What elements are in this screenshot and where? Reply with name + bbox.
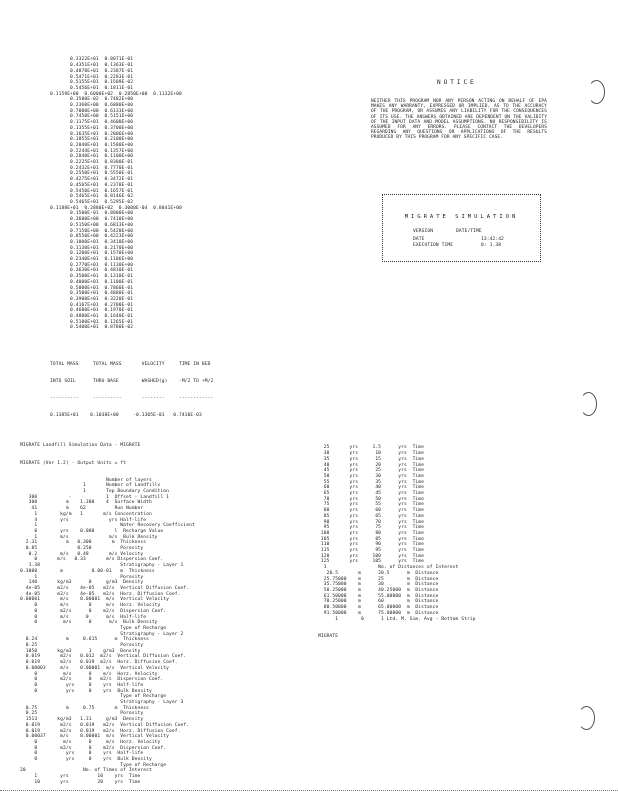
top-left-table-row: 0.7150E+00 0.5420E+00	[50, 228, 134, 234]
bottom-right-table-row: 80 yrs 60 yrs Time	[318, 508, 425, 514]
top-left-table-row: 0.3500E+01 0.4880E-01	[50, 291, 134, 297]
bottom-right-table-row: 61.50000 m 55.00000 m Distance	[318, 593, 439, 599]
bottom-left-table-rows	[20, 478, 195, 786]
bottom-left-table-row: Type of Recharge	[20, 762, 167, 768]
bottom-left-header-2: MIGRATE (Ver 1.2) - Output Units = ft	[20, 460, 127, 466]
bottom-left-table-row: 4e-05 m2/s 4e-05 m2/s Vertical Diffusion Coef.	[20, 585, 190, 591]
bottom-right-table	[318, 434, 476, 645]
bottom-left-table-row: 0.00003 m/s 0.00001 m/s Vertical Velocity	[20, 665, 170, 671]
bottom-right-table-row: 50.25000 m 40.25000 m Distance	[318, 587, 439, 593]
notice-text: NEITHER THIS PROGRAM NOR ANY PERSON ACTING ON BEHALF OF EPA MAKES ANY WARRANTY, EXPRESSED OR IMPLIED, AS TO THE ACCURACY OF THE PROGRAM, OR ASSUMES ANY LIABILITY FOR THE CONSEQUENCES OF ITS USE. THE ANSWERS OBTAINED ARE DEPENDENT ON THE VALIDITY OF THE INPUT DATA AND MODEL ASSUMPTIONS. NO RESPONSIBILITY IS ASSUMED FOR ANY ERRORS. PLEASE CONTACT THE DEVELOPERS REGARDING ANY QUESTIONS OR APPLICATIONS OF THE RESULTS PRODUCED BY THIS PROGRAM FOR ANY SPECIFIC CASE.	[371, 99, 547, 141]
top-left-footer-divider: ---------- ---------- -------- ------------	[50, 396, 214, 402]
bottom-right-table-row: 120 yrs 100 yrs Time	[318, 553, 425, 559]
bottom-left-table-row: 0 m/s 0.33 m/s Dispersion Coef.	[20, 557, 164, 563]
top-left-table-row: 0.4275E+01 0.3472E-01	[50, 177, 134, 183]
top-left-table-row: 0.3630E+01 0.4810E-01	[50, 268, 134, 274]
bottom-left-table-row: 1050 kg/m3 1 g/m3 Density	[20, 648, 141, 654]
bottom-left-table-row: 0.2 m/s 0.48 m/s Velocity	[20, 551, 144, 557]
bottom-right-table-row: 115 yrs 95 yrs Time	[318, 548, 425, 554]
top-left-table-row: 0.2225E+01 0.8380E-01	[50, 160, 134, 166]
bottom-left-table-row: 10 yrs 20 yrs Time	[20, 779, 141, 785]
top-left-table-row: 0.3600E+00 0.7410E+00	[50, 217, 134, 223]
bottom-right-table-row: 70 yrs 50 yrs Time	[318, 496, 425, 502]
bottom-left-table-row: 0.00001 m/s 0.00001 m/s Vertical Velocity	[20, 597, 170, 603]
bottom-left-table-row: Type of Recharge	[20, 625, 167, 631]
bottom-left-table-row: 1 Top Boundary Condition	[20, 489, 170, 495]
top-left-table-row: 0.1130E+01 0.2170E+00	[50, 245, 134, 251]
bottom-left-table-row: 0 m/s 0 m/s Horz. Velocity	[20, 603, 161, 609]
bottom-left-table-row: 1 yrs 10 yrs Time	[20, 774, 141, 780]
top-left-table-row: 0.1000E+01 0.3410E+00	[50, 239, 134, 245]
top-left-footer-values: 0.1385E+01 0.1038E+00 -0.1305E-01 0.7410E-03	[50, 413, 202, 419]
top-left-table-rows	[50, 57, 213, 331]
bottom-left-table-row: 0 m/s 0 m/s Horz. Velocity	[20, 739, 161, 745]
top-left-table-row: 0.1635E+01 0.2806E+00	[50, 131, 134, 137]
bottom-right-footer: MIGRATE	[318, 633, 339, 639]
top-left-table-row: 0.7000E+00 0.6133E+00	[50, 108, 134, 114]
bottom-right-table-row: 30 yrs 10 yrs Time	[318, 451, 425, 457]
bottom-left-table-row: 0 m/s 0 m/s Horz. Velocity	[20, 671, 158, 677]
bottom-right-table-row: 80.50000 m 65.00000 m Distance	[318, 605, 439, 611]
bottom-left-table-row: 0.3000 m 0.00-01 m Thickness	[20, 568, 155, 574]
simulation-date-label: DATE	[413, 237, 425, 242]
bottom-left-table-row: 0.85 0.250 Porosity	[20, 546, 144, 552]
bottom-right-table-row: 1 No. of Distances of Interest	[318, 565, 459, 571]
bottom-left-table-row: 2.31 m 0.300 m Thickness	[20, 540, 147, 546]
bottom-right-table-row: 45 yrs 25 yrs Time	[318, 468, 425, 474]
bottom-left-table-row: 0 m2/s 0 m2/s Dispersion Coef.	[20, 745, 167, 751]
bottom-left-table-row: 1513 kg/m3 1.31 g/m3 Density	[20, 717, 144, 723]
top-left-table-row: 0.5450E+01 0.1657E-01	[50, 188, 134, 194]
top-left-table-row: 0.5400E+01 0.8780E-02	[50, 325, 134, 331]
bottom-right-table-row: 110 yrs 90 yrs Time	[318, 542, 425, 548]
simulation-time-label: EXECUTION TIME	[413, 243, 454, 248]
top-left-table-row: 0.3322E+01 0.8071E-01	[50, 57, 134, 63]
bottom-left-table-row: 0 m2/s 0 m2/s Dispersion Coef.	[20, 677, 164, 683]
bottom-left-table-row: Type of Recharge	[20, 694, 167, 700]
top-left-table-row: 0.5471E+01 0.2283E-01	[50, 74, 134, 80]
top-left-table-row: 0.5465E+01 0.5295E-02	[50, 199, 134, 205]
binder-hole-bottom	[578, 706, 595, 730]
top-left-table-row: 0.5155E+01 0.1509E-02	[50, 80, 134, 86]
top-left-table-row: 0.7450E+00 0.5151E+00	[50, 114, 134, 120]
top-left-table	[50, 46, 213, 425]
top-left-table-row: 0.4167E+01 0.2700E-01	[50, 302, 134, 308]
bottom-left-table-row: 0 m/s 0 m/s Bulk Density	[20, 620, 158, 626]
top-left-table-row: 0.3900E+01 0.3220E-01	[50, 296, 134, 302]
bottom-left-table-row: 20 No. of Times of Interest	[20, 768, 152, 774]
bottom-right-table-row: 35 yrs 15 yrs Time	[318, 456, 425, 462]
bottom-right-table-row: 50 yrs 30 yrs Time	[318, 473, 425, 479]
bottom-left-table-row: 41 m 62 Run Number	[20, 506, 144, 512]
bottom-right-table-row: 60 yrs 40 yrs Time	[318, 485, 425, 491]
bottom-left-table-row: 300 - 1 Offset - Landfill 1	[20, 494, 170, 500]
binder-hole-middle	[580, 392, 597, 416]
bottom-left-table-row: 0.24 m 0.615 m Thickness	[20, 637, 149, 643]
top-left-table-row: 0.2432E+01 0.7770E-01	[50, 165, 134, 171]
bottom-left-table-row: 0 yrs 0 yrs Half-life	[20, 751, 144, 757]
top-left-table-row: 0.1200E+01 0.1570E+00	[50, 251, 134, 257]
bottom-left-table-row: 140 kg/m3 0 g/m3 Density	[20, 580, 144, 586]
bottom-right-table-row: 40 yrs 20 yrs Time	[318, 462, 425, 468]
bottom-left-table-row: 4 yrs yrs Half-life	[20, 517, 147, 523]
top-left-table-row: 0.4878E+01 0.2387E-01	[50, 68, 134, 74]
top-left-table-row: 0.2340E+01 0.1186E+00	[50, 257, 134, 263]
top-left-table-row: 0.2550E+01 0.5550E-01	[50, 171, 134, 177]
bottom-right-table-row: 25 yrs 1.5 yrs Time	[318, 445, 425, 451]
bottom-left-table-row: 0 yrs 0 yrs Half-life	[20, 682, 144, 688]
top-left-table-row: 0.1500E-02 0.7482E+00	[50, 97, 134, 103]
bottom-right-table-row: 100 yrs 80 yrs Time	[318, 530, 425, 536]
bottom-left-table-row: 0.75 m 0.75 m Thickness	[20, 705, 149, 711]
binder-hole-top	[588, 80, 605, 104]
bottom-right-table-row: 85 yrs 65 yrs Time	[318, 513, 425, 519]
bottom-right-table-row: 125 yrs 105 yrs Time	[318, 559, 425, 565]
bottom-left-table-row: 0.019 m2/s 0.019 m2/s Horz. Diffusion Coef.	[20, 728, 181, 734]
top-left-table-row: 0.3500E+01 0.1310E-01	[50, 274, 134, 280]
top-left-table-row: 0.1500E-01 0.8800E+00	[50, 211, 134, 217]
bottom-left-table-row: 1 Water Recovery Coefficient	[20, 523, 195, 529]
top-left-table-row: 0.5150E+00 0.6813E+00	[50, 222, 134, 228]
bottom-left-table-row: 4e-05 m2/s 4e-05 m2/s Horz. Diffusion Coef.	[20, 591, 181, 597]
top-left-table-row: 0.4565E+01 0.2370E-01	[50, 182, 134, 188]
bottom-left-table-row: 0.019 m2/s 0.019 m2/s Vertical Diffusion Coef.	[20, 722, 190, 728]
top-left-table-row: 0.1175E+01 0.4600E+00	[50, 120, 134, 126]
top-left-table-row: 0.5000E+01 0.7860E-01	[50, 285, 134, 291]
bottom-left-table-row: Number of layers	[20, 477, 152, 483]
bottom-left-table-row: 0.019 m2/s 0.019 m2/s Horz. Diffusion Coef.	[20, 660, 178, 666]
bottom-left-table-row: 0 yrs 0 yrs Bulk Density	[20, 688, 152, 694]
bottom-left-table-row: 300 m 1.300 4 Surface Width	[20, 500, 152, 506]
top-left-table-row: 0.1188E+01 0.2880E+02 0.3000E-04 0.8841E+00	[50, 205, 182, 211]
bottom-right-table-rows	[318, 445, 476, 622]
top-left-table-row: 0.2360E+00 0.6880E+00	[50, 103, 134, 109]
top-left-table-row: 0.1159E+00 0.6000E+02 0.2850E+00 0.1132E+00	[50, 91, 182, 97]
bottom-left-table	[20, 432, 195, 791]
bottom-right-table-row: 90 yrs 70 yrs Time	[318, 519, 425, 525]
bottom-left-table-row: Stratigraphy - Layer 3	[20, 700, 184, 706]
bottom-left-table-row: 0 yrs 0.000 l Recharge Value	[20, 528, 164, 534]
bottom-left-table-row: 0 m2/s 0 m2/s Dispersion Coef.	[20, 608, 167, 614]
bottom-left-table-row: 0 m/s 0 m/s Half-life	[20, 614, 147, 620]
bottom-left-table-row: 1 kg/m 1 m/s Concentration	[20, 511, 152, 517]
bottom-left-table-row: 0.25 Porosity	[20, 643, 144, 649]
bottom-left-table-row: 1 m/s m/s Bulk Density	[20, 534, 158, 540]
top-left-table-row: 0.5456E+01 0.1811E-01	[50, 85, 134, 91]
bottom-left-table-row: 0 yrs 0 yrs Bulk Density	[20, 757, 152, 763]
bottom-right-table-row: 55 yrs 35 yrs Time	[318, 479, 425, 485]
bottom-right-table-row: 75 yrs 55 yrs Time	[318, 502, 425, 508]
simulation-title: MIGRATE SIMULATION	[404, 214, 519, 220]
simulation-time-value: 0: 1.38	[481, 243, 502, 248]
simulation-date-value: 13:42:42	[481, 237, 504, 242]
bottom-right-table-row: 70.25000 m 60 m Distance	[318, 599, 439, 605]
top-left-table-row: 0.2244E+01 0.1357E+00	[50, 148, 134, 154]
top-left-table-row: 0.5100E+01 0.1265E-01	[50, 319, 134, 325]
simulation-box	[382, 194, 541, 262]
top-left-footer-header-1: TOTAL MASS TOTAL MASS VELOCITY TIME IN BED	[50, 361, 211, 367]
top-left-table-row: 0.4000E+01 0.1100E-01	[50, 279, 134, 285]
bottom-left-header-1: MIGRATE Landfill Simulation Data - MIGRATE	[20, 443, 141, 449]
top-left-table-row: 0.5465E+01 0.8146E-02	[50, 194, 134, 200]
top-left-footer-header-2: INTO SOIL THRU BASE WASHED(g) -M/2 TO +M/2	[50, 379, 214, 385]
top-left-table-row: 0.1355E+01 0.3700E+00	[50, 125, 134, 131]
top-left-table-row: 0.4600E+01 0.1970E-01	[50, 308, 134, 314]
top-left-table-row: 0.2040E+01 0.1100E+00	[50, 154, 134, 160]
bottom-right-table-row: 95 yrs 75 yrs Time	[318, 525, 425, 531]
bottom-left-table-row: 0.00037 m/s 0.00001 m/s Vertical Velocity	[20, 734, 170, 740]
bottom-right-table-row: 20.5 m 20.5 m Distance	[318, 570, 439, 576]
bottom-left-table-row: 1.38 Stratigraphy - Layer 1	[20, 563, 184, 569]
top-left-table-row: 0.8550E+00 0.4223E+00	[50, 234, 134, 240]
top-left-table-row: 0.2040E+01 0.1580E+00	[50, 142, 134, 148]
bottom-left-table-row: Stratigraphy - Layer 2	[20, 631, 184, 637]
bottom-right-table-row: 35.75000 m 30 m Distance	[318, 582, 439, 588]
simulation-version: VERSION DATE/TIME	[413, 229, 482, 234]
bottom-left-table-row: 0.019 m2/s 0.012 m2/s Vertical Diffusion Coef.	[20, 654, 187, 660]
top-left-table-row: 0.1855E+01 0.2100E+00	[50, 137, 134, 143]
top-left-table-row: 0.4800E+01 0.1640E-01	[50, 314, 134, 320]
top-left-table-row: 0.4351E+01 0.1363E-01	[50, 63, 134, 69]
bottom-left-table-row: 1 Porosity	[20, 574, 144, 580]
bottom-right-table-row: 65 yrs 45 yrs Time	[318, 491, 425, 497]
top-left-table-row: 0.2770E+01 0.1130E+00	[50, 262, 134, 268]
bottom-right-table-row: 25.75000 m 25 m Distance	[318, 576, 439, 582]
bottom-right-table-row: 91.50000 m 75.00000 m Distance	[318, 610, 439, 616]
bottom-left-table-row: 0.25 Porosity	[20, 711, 144, 717]
page-bottom-rule	[0, 790, 618, 791]
bottom-left-table-row: 1 Number of Landfills	[20, 483, 161, 489]
bottom-right-table-row: 1 0 1 Ltd. M. Sim. Avg - Bottom Strip	[318, 616, 476, 622]
bottom-right-table-row: 105 yrs 85 yrs Time	[318, 536, 425, 542]
notice-title: NOTICE	[437, 79, 477, 86]
